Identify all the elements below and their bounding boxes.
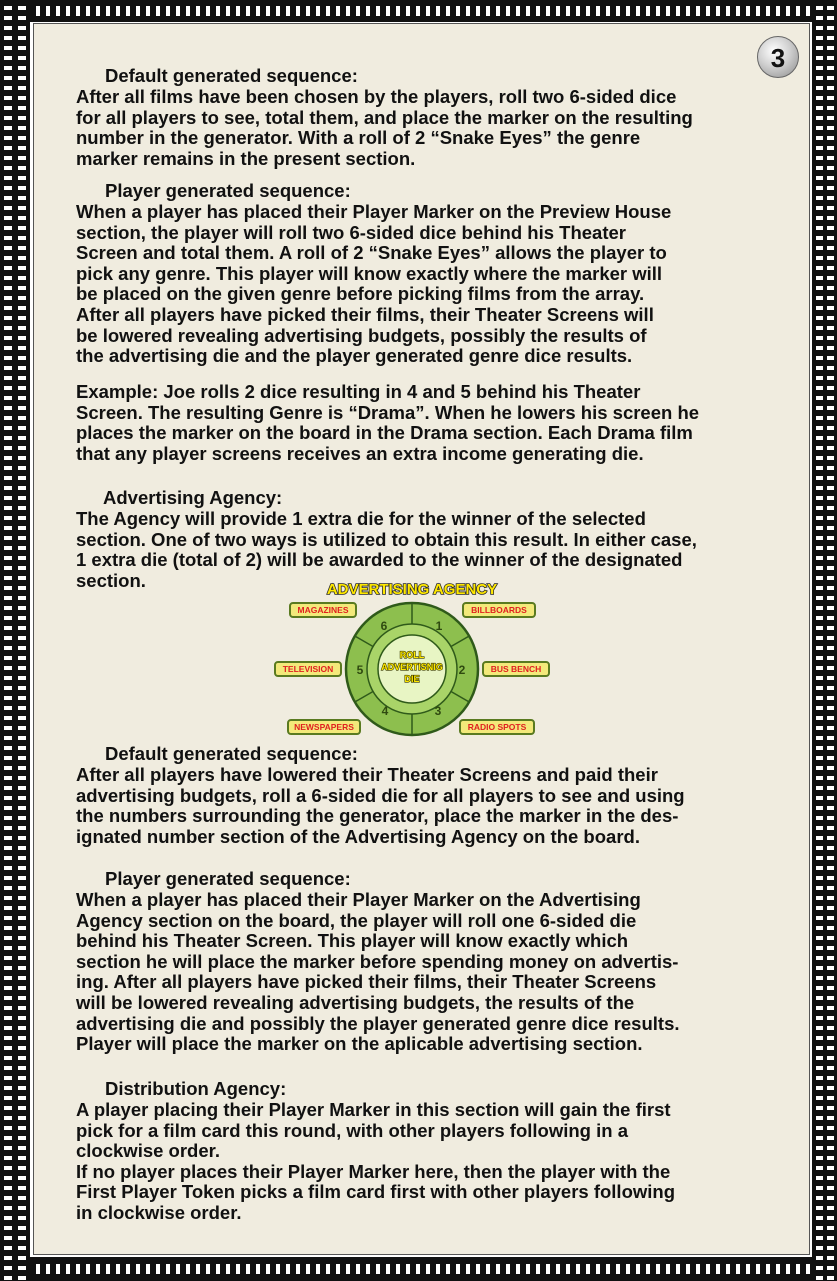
center-text-line: ADVERTISNIG bbox=[381, 662, 443, 672]
text-line: ignated number section of the Advertising Agency on the board. bbox=[76, 825, 640, 847]
text-line: When a player has placed their Player Marker on the Advertising bbox=[76, 889, 641, 910]
text-line: places the marker on the board in the Drama section. Each Drama film bbox=[76, 422, 693, 444]
label-billboards: BILLBOARDS bbox=[471, 605, 527, 615]
text-line: advertising die and possibly the player generated genre dice results. bbox=[76, 1012, 680, 1034]
section-body-default-genre bbox=[76, 87, 791, 169]
section-heading-default-genre: Default generated sequence: bbox=[105, 65, 358, 86]
section-body-player-advertising bbox=[76, 890, 791, 1055]
text-line: Example: Joe rolls 2 dice resulting in 4 and 5 behind his Theater bbox=[76, 381, 641, 402]
text-line: After all players have lowered their Theater Screens and paid their bbox=[76, 764, 658, 785]
text-line: Screen. The resulting Genre is “Drama”. When he lowers his screen he bbox=[76, 401, 700, 423]
section-body-default-advertising bbox=[76, 765, 791, 847]
text-line: number in the generator. With a roll of 2 “Snake Eyes” the genre bbox=[76, 127, 641, 149]
film-strip-left bbox=[0, 0, 30, 1281]
diagram-title: ADVERTISING AGENCY bbox=[326, 581, 498, 598]
section-body-player-genre bbox=[76, 202, 791, 367]
text-line: 1 extra die (total of 2) will be awarded to the winner of the designated bbox=[76, 549, 683, 571]
section-heading-distribution-agency: Distribution Agency: bbox=[105, 1078, 287, 1099]
section-heading-player-genre: Player generated sequence: bbox=[105, 180, 351, 201]
section-heading-player-advertising: Player generated sequence: bbox=[105, 868, 351, 889]
text-line: the numbers surrounding the generator, place the marker in the des- bbox=[76, 805, 679, 827]
text-line: clockwise order. bbox=[76, 1140, 220, 1162]
text-line: ing. After all players have picked their films, their Theater Screens bbox=[76, 971, 657, 993]
label-magazines: MAGAZINES bbox=[297, 605, 349, 615]
text-line: Player will place the marker on the aplicable advertising section. bbox=[76, 1033, 643, 1055]
section-heading-default-advertising: Default generated sequence: bbox=[105, 743, 358, 764]
wheel-number-2: 2 bbox=[458, 663, 466, 677]
text-line: After all films have been chosen by the players, roll two 6-sided dice bbox=[76, 86, 677, 107]
section-heading-advertising-agency: Advertising Agency: bbox=[103, 487, 283, 508]
text-line: be lowered revealing advertising budgets, possibly the results of bbox=[76, 324, 647, 346]
wheel-number-3: 3 bbox=[434, 704, 442, 718]
text-line: pick any genre. This player will know exactly where the marker will bbox=[76, 262, 663, 284]
film-strip-bottom bbox=[0, 1257, 837, 1281]
wheel-number-6: 6 bbox=[380, 619, 388, 633]
text-line: pick for a film card this round, with other players following in a bbox=[76, 1119, 628, 1141]
text-line: will be lowered revealing advertising budgets, the results of the bbox=[76, 991, 635, 1013]
text-line: the advertising die and the player generated genre dice results. bbox=[76, 345, 633, 367]
label-bus-bench: BUS BENCH bbox=[490, 664, 542, 674]
text-line: Agency section on the board, the player will roll one 6-sided die bbox=[76, 909, 637, 931]
text-line: for all players to see, total them, and place the marker on the resulting bbox=[76, 106, 693, 128]
text-line: A player placing their Player Marker in this section will gain the first bbox=[76, 1099, 671, 1120]
center-text-line: ROLL bbox=[399, 650, 425, 660]
text-line: First Player Token picks a film card first with other players following bbox=[76, 1181, 676, 1203]
text-line: behind his Theater Screen. This player will know exactly which bbox=[76, 930, 629, 952]
text-line: After all players have picked their films, their Theater Screens will bbox=[76, 303, 654, 325]
film-strip-right bbox=[812, 0, 837, 1281]
label-radio-spots: RADIO SPOTS bbox=[467, 722, 527, 732]
text-line: If no player places their Player Marker here, then the player with the bbox=[76, 1160, 671, 1182]
label-television: TELEVISION bbox=[282, 664, 334, 674]
advertising-agency-diagram bbox=[272, 578, 552, 740]
text-line: section. One of two ways is utilized to obtain this result. In either case, bbox=[76, 528, 697, 550]
text-line: advertising budgets, roll a 6-sided die for all players to see and using bbox=[76, 784, 685, 806]
section-body-distribution-agency bbox=[76, 1100, 791, 1224]
text-line: that any player screens receives an extra income generating die. bbox=[76, 442, 644, 464]
label-newspapers: NEWSPAPERS bbox=[294, 722, 354, 732]
text-line: marker remains in the present section. bbox=[76, 147, 416, 169]
text-line: The Agency will provide 1 extra die for the winner of the selected bbox=[76, 508, 646, 529]
text-line: section. bbox=[76, 569, 146, 591]
center-text-line: DIE bbox=[404, 674, 420, 684]
section-body-example bbox=[76, 382, 791, 464]
wheel-number-5: 5 bbox=[356, 663, 364, 677]
text-line: in clockwise order. bbox=[76, 1201, 242, 1223]
text-line: Screen and total them. A roll of 2 “Snake Eyes” allows the player to bbox=[76, 242, 667, 264]
wheel-number-1: 1 bbox=[435, 619, 443, 633]
page-number-badge: 3 bbox=[757, 36, 799, 78]
text-line: be placed on the given genre before picking films from the array. bbox=[76, 283, 645, 305]
text-line: When a player has placed their Player Marker on the Preview House bbox=[76, 201, 672, 222]
wheel-number-4: 4 bbox=[381, 704, 389, 718]
text-line: section, the player will roll two 6-sided dice behind his Theater bbox=[76, 221, 626, 243]
text-line: section he will place the marker before spending money on advertis- bbox=[76, 950, 679, 972]
film-strip-top bbox=[0, 0, 837, 22]
